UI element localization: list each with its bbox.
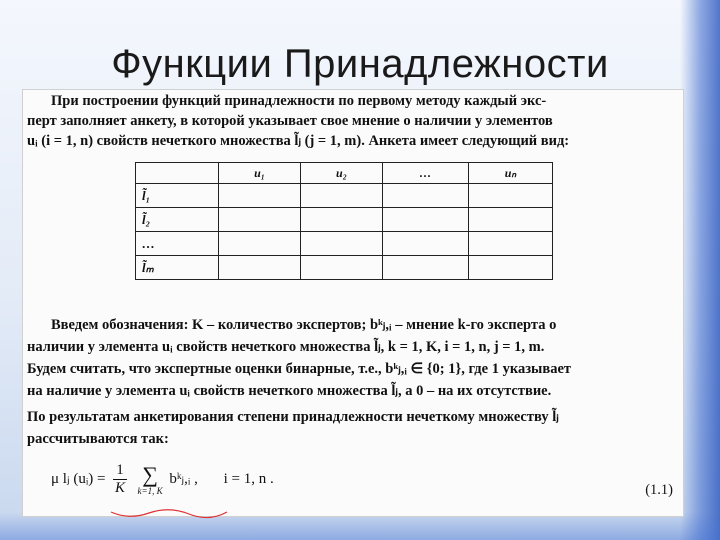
table-cell (382, 256, 468, 280)
table-cell (219, 232, 301, 256)
text-line-3: uᵢ (i = 1, n) свойств нечеткого множества l̃ⱼ (j = 1, m). Анкета имеет следующий вид: (27, 133, 570, 149)
table-header-cell: u₁ (219, 163, 301, 184)
questionnaire-table (135, 162, 553, 280)
table-cell (468, 232, 552, 256)
scanned-page (22, 89, 684, 517)
table-cell (300, 208, 382, 232)
text-line-4: Введем обозначения: K – количество экспертов; bᵏⱼ,ᵢ – мнение k-го эксперта о (51, 317, 557, 333)
table-cell (382, 232, 468, 256)
index-range: i = 1, n . (223, 470, 274, 487)
sum-limits: k=1, K (137, 485, 163, 496)
table-cell (382, 208, 468, 232)
slide-title: Функции Принадлежности (111, 42, 609, 86)
membership-formula (51, 462, 274, 497)
table-row (136, 208, 553, 232)
text-line-8: По результатам анкетирования степени принадлежности нечеткому множеству l̃ⱼ (27, 409, 559, 425)
text-line-7: на наличие у элемента uᵢ свойств нечеткого множества l̃ⱼ, а 0 – на их отсутствие. (27, 383, 552, 399)
table-header-cell: u₂ (300, 163, 382, 184)
table-cell (219, 256, 301, 280)
table-row (136, 232, 553, 256)
summand: bᵏⱼ,ᵢ , (169, 470, 198, 487)
table-cell (468, 184, 552, 208)
table-cell (300, 256, 382, 280)
table-cell (468, 208, 552, 232)
table-cell (219, 184, 301, 208)
table-header-cell (136, 163, 219, 184)
row-label: … (136, 232, 219, 256)
row-label: l̃₂ (136, 208, 219, 232)
text-line-1: При построении функций принадлежности по первому методу каждый экс- (51, 93, 547, 109)
text-line-6: Будем считать, что экспертные оценки бинарные, т.е., bᵏⱼ,ᵢ ∈ {0; 1}, где 1 указывает (27, 361, 571, 377)
formula-lhs: μ lⱼ (uᵢ) = (51, 470, 106, 487)
table-row (136, 184, 553, 208)
fraction-denominator: K (114, 480, 125, 496)
equation-number: (1.1) (645, 482, 673, 498)
row-label: l̃ₘ (136, 256, 219, 280)
text-line-5: наличии у элемента uᵢ свойств нечеткого множества l̃ⱼ, k = 1, K, i = 1, n, j = 1, m. (27, 339, 545, 355)
table-cell (468, 256, 552, 280)
fraction-numerator: 1 (113, 462, 127, 480)
pen-underline-mark (109, 508, 229, 520)
row-label: l̃₁ (136, 184, 219, 208)
table-header-cell: … (382, 163, 468, 184)
table-cell (219, 208, 301, 232)
table-cell (382, 184, 468, 208)
summation (137, 461, 163, 496)
table-row (136, 256, 553, 280)
table-cell (300, 184, 382, 208)
sigma-symbol: ∑ (142, 461, 158, 487)
table-header-row (136, 163, 553, 184)
text-line-2: перт заполняет анкету, в которой указывает свое мнение о наличии у элементов (27, 113, 553, 129)
text-line-9: рассчитываются так: (27, 431, 169, 447)
formula-fraction (113, 462, 127, 497)
table-cell (300, 232, 382, 256)
table-header-cell: uₙ (468, 163, 552, 184)
